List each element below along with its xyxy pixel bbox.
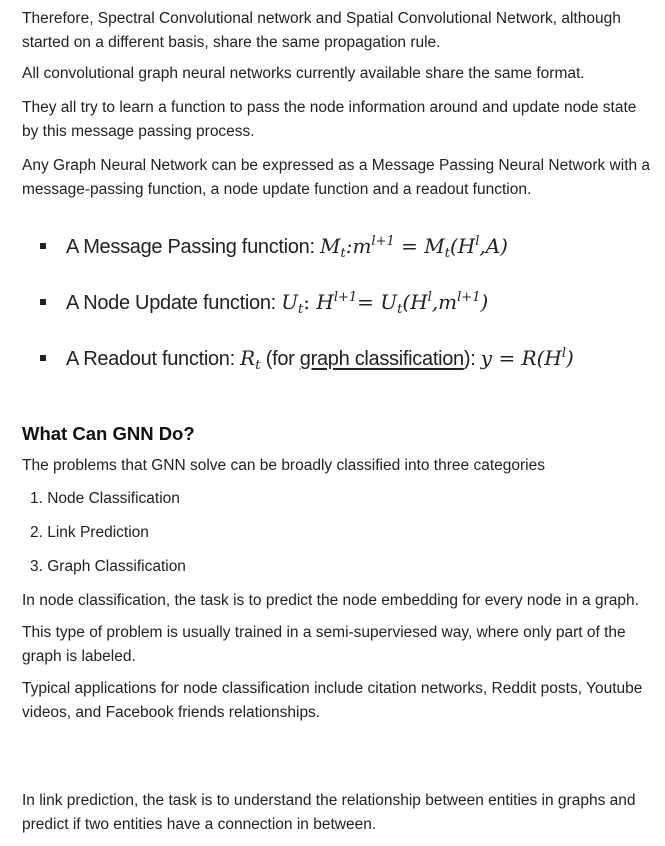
link-prediction-section [22, 789, 652, 837]
node-update-label: A Node Update function: [66, 292, 276, 314]
categories-list [22, 487, 652, 579]
message-passing-formula: $M_t:m^{l+1} = M_t(H^l,A)$ [319, 234, 508, 261]
paragraph-propagation-rule: Therefore, Spectral Convolutional network and Spatial Convolutional Network, although started on a different basis, share the same propagation rule. [22, 10, 621, 51]
bullet-square-icon [40, 243, 46, 249]
node-classification-section [22, 589, 652, 725]
paragraph-node-classification: In node classification, the task is to predict the node embedding for every node in a graph. [22, 592, 639, 609]
category-item: 1. Node Classification [30, 490, 180, 507]
section-heading: What Can GNN Do? [22, 423, 195, 444]
categories-section [22, 454, 652, 579]
paragraph-semi-supervised: This type of problem is usually trained in a semi-superviesed way, where only part of the graph is labeled. [22, 624, 626, 665]
node-update-formula: $U_t$: $H^{l+1}= U_t(H^l,m^{l+1})$ [281, 290, 489, 317]
readout-label: A Readout function: [66, 348, 235, 370]
node-update-function-item [40, 290, 488, 315]
category-item: 2. Link Prediction [30, 524, 149, 541]
category-item: 3. Graph Classification [30, 558, 186, 575]
bullet-square-icon [40, 299, 46, 305]
graph-classification-link[interactable]: graph classification [299, 348, 464, 370]
intro-section [22, 7, 652, 202]
readout-symbol: $R_t$ [240, 346, 261, 373]
paragraph-applications: Typical applications for node classification include citation networks, Reddit posts, Youtube videos, and Facebook friends relationships. [22, 680, 643, 721]
readout-paren-open: (for [265, 348, 295, 370]
paragraph-link-prediction: In link prediction, the task is to understand the relationship between entities in graphs and predict if two entities have a connection in between. [22, 792, 636, 833]
paragraph-common-format: All convolutional graph neural networks currently available share the same format. [22, 65, 585, 82]
readout-formula: $y = R(H^l)$ [480, 346, 574, 370]
readout-function-item [40, 346, 574, 371]
message-passing-function-item [40, 234, 508, 259]
bullet-square-icon [40, 355, 46, 361]
paragraph-message-passing: They all try to learn a function to pass the node information around and update node state by this message passing process. [22, 99, 637, 140]
categories-intro: The problems that GNN solve can be broadly classified into three categories [22, 457, 545, 474]
paragraph-mpnn: Any Graph Neural Network can be expressed as a Message Passing Neural Network with a message-passing function, a node update function and a readout function. [22, 157, 651, 198]
readout-paren-close: ): [463, 348, 476, 370]
message-passing-label: A Message Passing function: [66, 236, 315, 258]
